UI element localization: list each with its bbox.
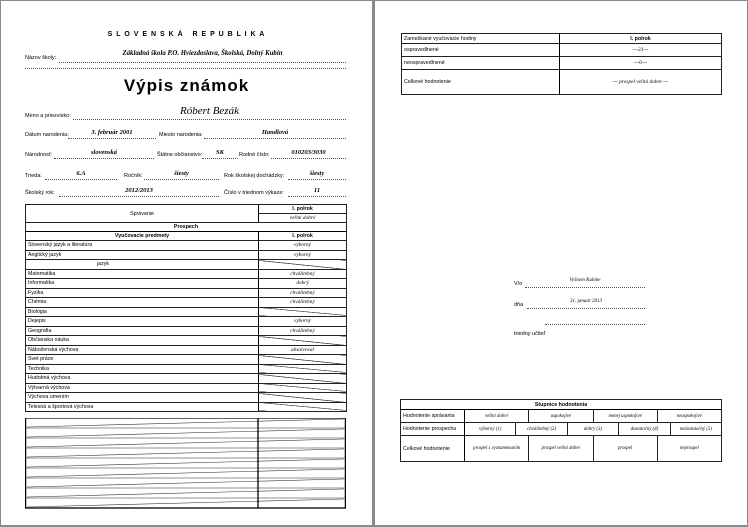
school-underline (59, 62, 346, 63)
blank-row-strike (27, 429, 344, 437)
table-row (26, 298, 347, 308)
sign-in-label: V/o (514, 281, 523, 287)
table-row (26, 288, 347, 298)
table-row (26, 383, 347, 393)
blank-row-strike (27, 489, 344, 497)
subject-grade: výborný (259, 250, 347, 260)
scale-cell: dobrý (3) (568, 423, 619, 435)
excused-value: ---23--- (560, 44, 722, 57)
subject-grade (259, 355, 347, 365)
birthno-label: Rodné číslo: (239, 152, 270, 158)
table-row (26, 260, 347, 270)
left-page (1, 1, 372, 525)
absence-table (401, 33, 722, 95)
dob-underline (68, 138, 156, 139)
scale-progress-row (465, 423, 721, 435)
school-value: Základná škola P.O. Hviezdoslava, Školská, Dolný Kubín (122, 50, 283, 57)
sign-date-underline (527, 308, 645, 309)
subject-name: Hudobná výchova (26, 374, 259, 384)
dob-value: 3. február 2001 (91, 129, 133, 136)
subject-grade (259, 374, 347, 384)
subject-name: Telesná a športová výchova (26, 402, 259, 412)
scale-cell: chválitebný (2) (516, 423, 567, 435)
scale-cell: prospel (594, 436, 658, 461)
overall-value: --- prospel veľmi dobre --- (560, 70, 722, 95)
nationality-value: slovenská (91, 149, 117, 156)
table-row (26, 241, 347, 251)
table-row (26, 317, 347, 327)
name-value: Róbert Bezák (180, 105, 239, 117)
progress-header: Prospech (26, 223, 347, 232)
scale-overall-row (465, 436, 721, 461)
table-row (26, 355, 347, 365)
scale-cell: prospel veľmi dobre (529, 436, 593, 461)
subject-grade (259, 260, 347, 270)
subject-name: Fyzika (26, 288, 259, 298)
table-row (26, 364, 347, 374)
overall-label: Celkové hodnotenie (402, 70, 560, 95)
subject-name: Anglický jazyk (26, 250, 259, 260)
table-row (26, 250, 347, 260)
subjects-semester-header: I. polrok (259, 232, 347, 241)
subject-name: Technika (26, 364, 259, 374)
scale-behavior-row (465, 410, 721, 422)
scale-cell: dostatočný (4) (619, 423, 670, 435)
table-row (26, 269, 347, 279)
absence-header-semester: I. polrok (560, 34, 722, 44)
scale-table (400, 399, 722, 462)
document-title: Výpis známok (123, 76, 250, 95)
subject-grade (259, 364, 347, 374)
scale-cell: nedostatočný (5) (679, 426, 712, 432)
grade-value: šiesty (174, 170, 189, 177)
year-label: Školský rok: (25, 190, 55, 196)
subject-name: Dejepis (26, 317, 259, 327)
attendance-label: Rok školskej dochádzky: (224, 173, 285, 179)
sign-in-value: Vyšnom Kubíne (569, 278, 601, 283)
table-row (26, 345, 347, 355)
blank-row-strike (27, 459, 344, 467)
birthno-value: 010203/3030 (291, 149, 326, 156)
subject-name: Svet práce (26, 355, 259, 365)
unexcused-label: neospravedlnené (402, 57, 560, 70)
subject-grade: dobrý (259, 279, 347, 289)
subject-name: Informatika (26, 279, 259, 289)
grades-table (25, 204, 347, 412)
table-row (26, 307, 347, 317)
subject-grade: absolvoval (259, 345, 347, 355)
subject-name: jazyk (26, 260, 259, 270)
school-label: Názov školy: (25, 55, 57, 61)
class-label: Trieda: (25, 173, 42, 179)
subject-name: Geografia (26, 326, 259, 336)
scale-cell: neuspokojivé (676, 413, 702, 419)
subject-grade: výborný (259, 317, 347, 327)
citizenship-value: SK (216, 149, 224, 156)
nationality-label: Národnosť: (25, 152, 53, 158)
name-label: Meno a priezvisko: (25, 113, 71, 119)
subject-name: Chémia (26, 298, 259, 308)
subject-grade (259, 383, 347, 393)
excused-label: ospravedlnené (402, 44, 560, 57)
behavior-value: veľmi dobré (259, 214, 347, 223)
scale-behavior-label: Hodnotenie správania (401, 410, 465, 423)
table-row (26, 402, 347, 412)
register-label: Číslo v triednom výkaze: (224, 190, 284, 196)
table-row (26, 393, 347, 403)
scale-progress-label: Hodnotenie prospechu (401, 423, 465, 436)
scale-title: Stupnice hodnotenia (401, 400, 722, 410)
birthno-underline (271, 158, 346, 159)
blank-row-strike (27, 419, 344, 427)
table-row (26, 336, 347, 346)
teacher-label: triedny učiteľ (514, 331, 546, 337)
subject-name: Matematika (26, 269, 259, 279)
subject-grade: výborný (259, 241, 347, 251)
subject-name: Slovenský jazyk a literatúra (26, 241, 259, 251)
citizenship-underline (202, 158, 238, 159)
blank-row-strike (27, 449, 344, 457)
scale-overall-label: Celkové hodnotenie (401, 436, 465, 462)
scale-cell: prospel s vyznamenaním (465, 436, 529, 461)
subjects-header: Vyučovacie predmety (26, 232, 259, 241)
behavior-label: Správanie (26, 205, 259, 223)
signature-line (545, 324, 645, 325)
absence-header-label: Zameškané vyučovacie hodiny (402, 34, 560, 44)
pob-value: Handlová (261, 129, 289, 136)
table-row (26, 326, 347, 336)
subject-grade: chválitebný (259, 288, 347, 298)
table-row (26, 374, 347, 384)
subject-grade (259, 402, 347, 412)
subject-grade: chválitebný (259, 326, 347, 336)
sign-date-label: dňa (514, 302, 524, 308)
year-value: 2012/2013 (125, 187, 153, 194)
subject-grade: chválitebný (259, 269, 347, 279)
name-underline (73, 119, 346, 120)
scale-cell: menej uspokojivé (594, 410, 658, 422)
register-underline (288, 196, 346, 197)
sign-in-underline (525, 287, 645, 288)
subject-name: Výchova umením (26, 393, 259, 403)
school-underline-2 (25, 68, 346, 69)
class-value: 6.A (76, 170, 86, 177)
dob-label: Dátum narodenia: (25, 132, 69, 138)
scale-cell: uspokojivé (529, 410, 593, 422)
blank-row-strike (27, 469, 344, 477)
year-underline (59, 196, 219, 197)
subject-grade (259, 393, 347, 403)
subject-grade: chválitebný (259, 298, 347, 308)
subject-name: Výtvarná výchova (26, 383, 259, 393)
right-page (375, 1, 747, 525)
nationality-underline (54, 158, 154, 159)
country-heading: S L O V E N S K Á R E P U B L I K A (107, 31, 266, 38)
unexcused-value: ---0--- (560, 57, 722, 70)
scale-cell: výborný (1) (465, 423, 516, 435)
subjects-body (26, 241, 347, 412)
attendance-underline (288, 179, 346, 180)
grade-underline (144, 179, 219, 180)
blank-row-strike (27, 499, 344, 507)
subject-name: Občianska náuka (26, 336, 259, 346)
pob-underline (204, 138, 346, 139)
subject-grade (259, 307, 347, 317)
scale-cell: veľmi dobré (465, 410, 529, 422)
subject-name: Náboženská výchova (26, 345, 259, 355)
grade-label: Ročník: (124, 173, 143, 179)
pob-label: Miesto narodenia: (159, 132, 203, 138)
attendance-value: šiesty (309, 170, 325, 177)
blank-row-strike (27, 479, 344, 487)
table-row (26, 279, 347, 289)
citizenship-label: Štátne občianstvo: (157, 152, 203, 158)
class-underline (45, 179, 117, 180)
register-value: 11 (313, 187, 321, 194)
behavior-semester-header: I. polrok (259, 205, 347, 214)
scale-cell: neprospel (680, 446, 699, 451)
blank-row-strike (27, 439, 344, 447)
subject-grade (259, 336, 347, 346)
blank-rows-strikes (25, 418, 346, 518)
sign-date-value: 31. január 2013 (569, 299, 603, 304)
subject-name: Biológia (26, 307, 259, 317)
